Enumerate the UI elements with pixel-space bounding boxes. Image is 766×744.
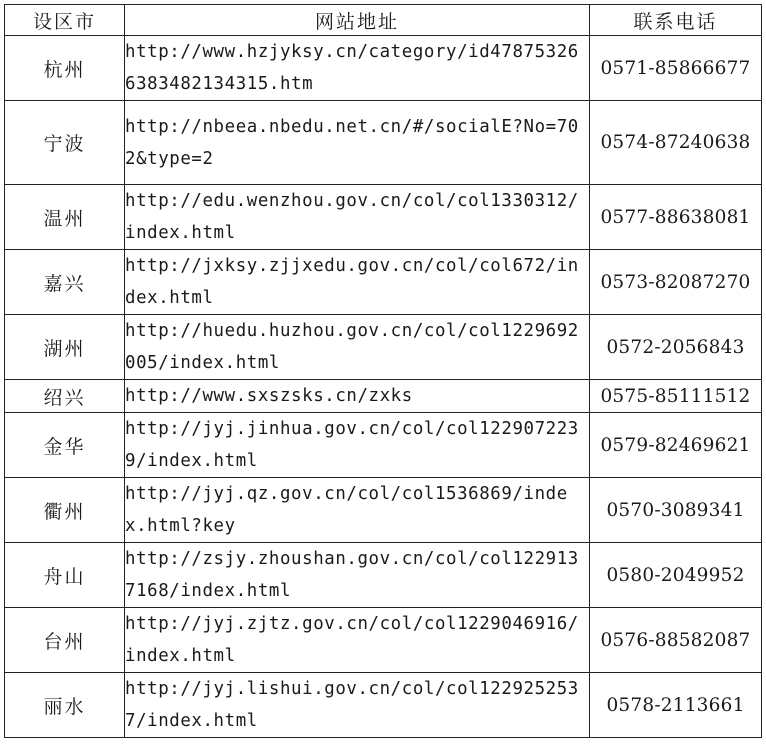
city-cell: 衢州 [5, 478, 125, 543]
phone-cell: 0575-85111512 [590, 380, 762, 413]
city-cell: 台州 [5, 608, 125, 673]
table-header-row [5, 5, 762, 36]
contact-table [4, 4, 762, 738]
url-link[interactable]: http://huedu.huzhou.gov.cn/col/col1229692005/index.html [125, 315, 590, 380]
header-city: 设区市 [5, 5, 125, 36]
city-cell: 温州 [5, 185, 125, 250]
table-row [5, 185, 762, 250]
header-phone: 联系电话 [590, 5, 762, 36]
url-link[interactable]: http://www.hzjyksy.cn/category/id478753266383482134315.htm [125, 36, 590, 101]
phone-cell: 0577-88638081 [590, 185, 762, 250]
city-cell: 杭州 [5, 36, 125, 101]
phone-cell: 0578-2113661 [590, 673, 762, 738]
table-row [5, 543, 762, 608]
phone-cell: 0570-3089341 [590, 478, 762, 543]
url-link[interactable]: http://edu.wenzhou.gov.cn/col/col1330312/index.html [125, 185, 590, 250]
url-link[interactable]: http://jyj.zjtz.gov.cn/col/col1229046916/index.html [125, 608, 590, 673]
city-cell: 舟山 [5, 543, 125, 608]
table-row [5, 413, 762, 478]
table-row [5, 101, 762, 185]
city-cell: 金华 [5, 413, 125, 478]
city-cell: 嘉兴 [5, 250, 125, 315]
phone-cell: 0574-87240638 [590, 101, 762, 185]
phone-cell: 0576-88582087 [590, 608, 762, 673]
url-link[interactable]: http://zsjy.zhoushan.gov.cn/col/col1229137168/index.html [125, 543, 590, 608]
city-cell: 湖州 [5, 315, 125, 380]
city-cell: 宁波 [5, 101, 125, 185]
table-row [5, 673, 762, 738]
table-row [5, 315, 762, 380]
header-url: 网站地址 [125, 5, 590, 36]
table-row [5, 380, 762, 413]
url-link[interactable]: http://www.sxszsks.cn/zxks [125, 380, 590, 413]
url-link[interactable]: http://jxksy.zjjxedu.gov.cn/col/col672/index.html [125, 250, 590, 315]
url-link[interactable]: http://nbeea.nbedu.net.cn/#/socialE?No=702&type=2 [125, 101, 590, 185]
phone-cell: 0579-82469621 [590, 413, 762, 478]
table-row [5, 608, 762, 673]
url-link[interactable]: http://jyj.lishui.gov.cn/col/col1229252537/index.html [125, 673, 590, 738]
phone-cell: 0580-2049952 [590, 543, 762, 608]
city-cell: 丽水 [5, 673, 125, 738]
phone-cell: 0572-2056843 [590, 315, 762, 380]
city-cell: 绍兴 [5, 380, 125, 413]
url-link[interactable]: http://jyj.jinhua.gov.cn/col/col1229072239/index.html [125, 413, 590, 478]
url-link[interactable]: http://jyj.qz.gov.cn/col/col1536869/index.html?key [125, 478, 590, 543]
table-row [5, 478, 762, 543]
table-row [5, 36, 762, 101]
phone-cell: 0571-85866677 [590, 36, 762, 101]
phone-cell: 0573-82087270 [590, 250, 762, 315]
table-row [5, 250, 762, 315]
